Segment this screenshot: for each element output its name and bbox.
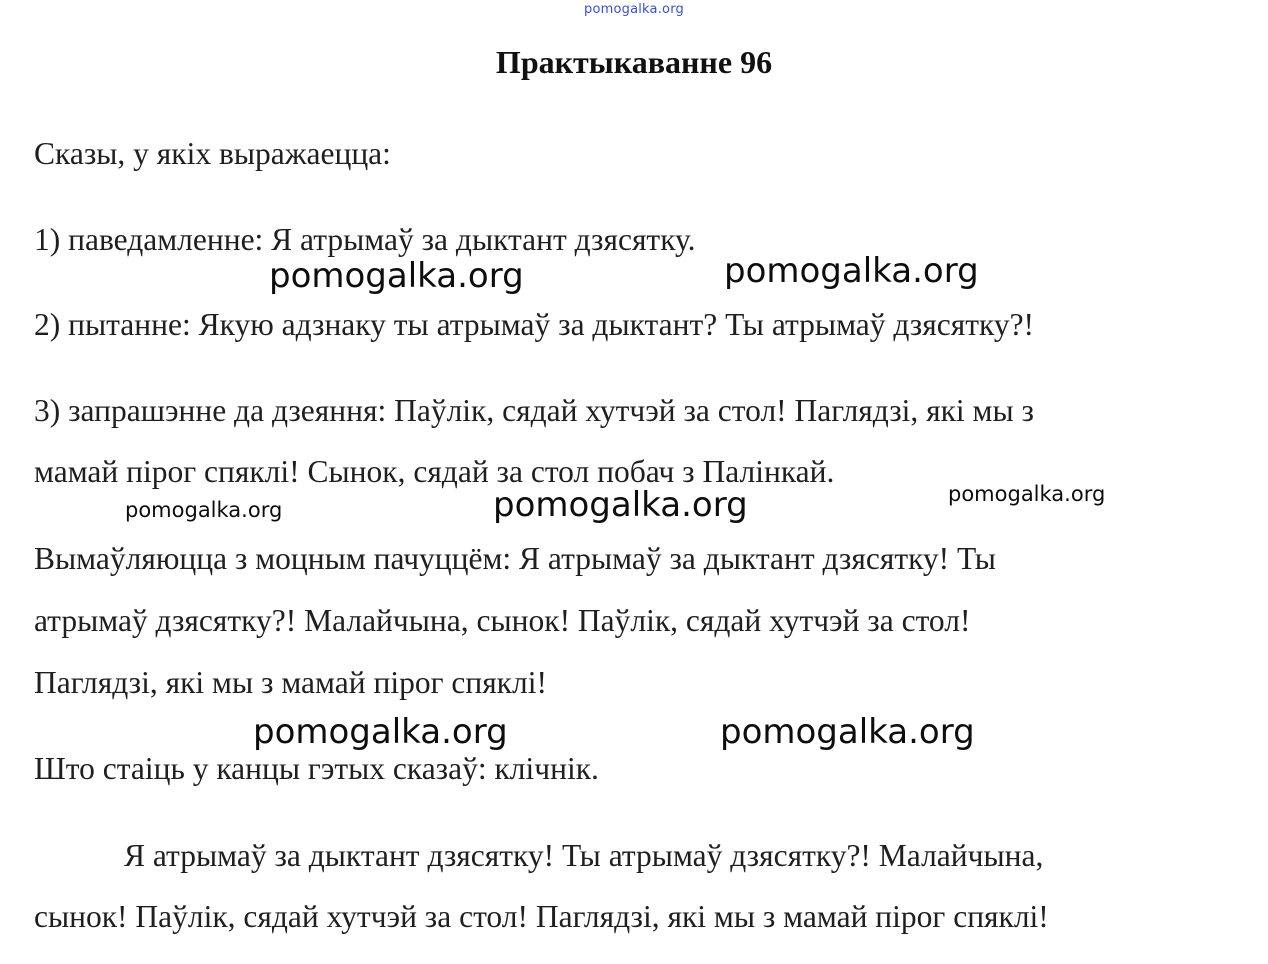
ending-punctuation-line: Што стаіць у канцы гэтых сказаў: клічнік. [34, 751, 599, 786]
emotion-line-3: Паглядзі, які мы з мамай пірог спяклі! [34, 665, 547, 700]
watermark: pomogalka.org [125, 498, 283, 522]
watermark: pomogalka.org [720, 712, 975, 752]
item-statement-line: 1) паведамленне: Я атрымаў за дыктант дзясятку. [34, 222, 696, 257]
item-invitation-line-2: мамай пірог спяклі! Сынок, сядай за стол побач з Палінкай. [34, 454, 835, 489]
emotion-line-2: атрымаў дзясятку?! Малайчына, сынок! Паўлік, сядай хутчэй за стол! [34, 603, 971, 638]
site-link[interactable]: pomogalka.org [584, 2, 684, 17]
watermark: pomogalka.org [253, 712, 508, 752]
final-paragraph-line-1: Я атрымаў за дыктант дзясятку! Ты атрымаў дзясятку?! Малайчына, [124, 838, 1044, 873]
item-invitation-line-1: 3) запрашэнне да дзеяння: Паўлік, сядай хутчэй за стол! Паглядзі, які мы з [34, 393, 1034, 428]
intro-line: Сказы, у якіх выражаецца: [34, 136, 391, 171]
item-question-line: 2) пытанне: Якую адзнаку ты атрымаў за дыктант? Ты атрымаў дзясятку?! [34, 307, 1035, 342]
watermark: pomogalka.org [493, 485, 748, 525]
watermark: pomogalka.org [948, 482, 1106, 506]
watermark: pomogalka.org [724, 251, 979, 291]
page-title: Практыкаванне 96 [495, 44, 773, 80]
final-paragraph-line-2: сынок! Паўлік, сядай хутчэй за стол! Паглядзі, які мы з мамай пірог спяклі! [34, 899, 1049, 934]
watermark: pomogalka.org [269, 256, 524, 296]
emotion-line-1: Вымаўляюцца з моцным пачуццём: Я атрымаў за дыктант дзясятку! Ты [34, 541, 996, 576]
